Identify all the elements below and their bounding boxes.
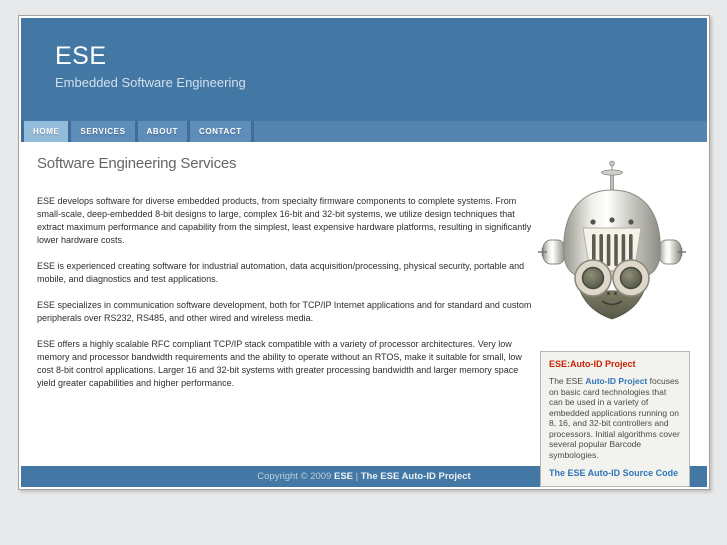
paragraph: ESE develops software for diverse embedded products, from specialty firmware components to complete systems. From small-scale, deep-embedded 8-bit designs to large, complex 16-bit and 32-bit systems, we utilize design techniques that extract maximum performance and capability from the simplest, least expensive hardware platforms, resulting in significantly lower hardware costs.	[37, 196, 532, 245]
site-logo: ESE	[55, 42, 107, 70]
paragraph: ESE specializes in communication software development, both for TCP/IP Internet applications and for standard and custom peripherals over RS232, RS485, and other wired and wireless media.	[37, 300, 532, 323]
aside-text: focuses on basic card technologies that can be used in a variety of embedded applications running on 8, 16, and 32-bit controllers and processors. Initial algorithms cover several popular Barcode symbologies.	[549, 376, 680, 460]
site-header	[21, 18, 707, 121]
footer-separator: |	[353, 471, 361, 482]
auto-id-project-title: ESE:Auto-ID Project	[549, 359, 636, 369]
copyright-text: Copyright © 2009	[257, 471, 334, 482]
footer-ese-link[interactable]: ESE	[333, 471, 353, 482]
aside-text: The ESE	[549, 376, 586, 386]
auto-id-project-box	[540, 351, 690, 487]
auto-id-source-code-link[interactable]: The ESE Auto-ID Source Code	[549, 468, 679, 478]
body-copy	[37, 182, 534, 390]
nav-tab-contact[interactable]: CONTACT	[187, 121, 251, 142]
nav-tab-services[interactable]: SERVICES	[68, 121, 134, 142]
page-title: Software Engineering Services	[37, 155, 237, 172]
page-card	[18, 15, 710, 490]
nav-tab-home[interactable]: HOME	[21, 121, 68, 142]
auto-id-project-description	[549, 376, 681, 460]
robot-head-icon	[537, 160, 687, 320]
paragraph: ESE is experienced creating software for industrial automation, data acquisition/processing, physical security, portable and mobile, and diagnostics and test applications.	[37, 261, 525, 284]
site-tagline: Embedded Software Engineering	[55, 75, 246, 90]
paragraph: ESE offers a highly scalable RFC compliant TCP/IP stack compatible with a variety of processor architectures. Very low memory and processor bandwidth requirements and the ability to operate without an RTOS, make it suitable for small, low cost 8-bit control applications. Larger 16 and 32-bit systems with greater processing bandwidth and larger memory space yield greater capabilities and higher performance.	[37, 339, 522, 388]
main-nav	[21, 121, 707, 142]
footer-project-link[interactable]: The ESE Auto-ID Project	[360, 471, 471, 482]
nav-filler	[251, 121, 707, 142]
auto-id-project-link[interactable]: Auto-ID Project	[585, 376, 648, 386]
nav-tab-about[interactable]: ABOUT	[135, 121, 187, 142]
